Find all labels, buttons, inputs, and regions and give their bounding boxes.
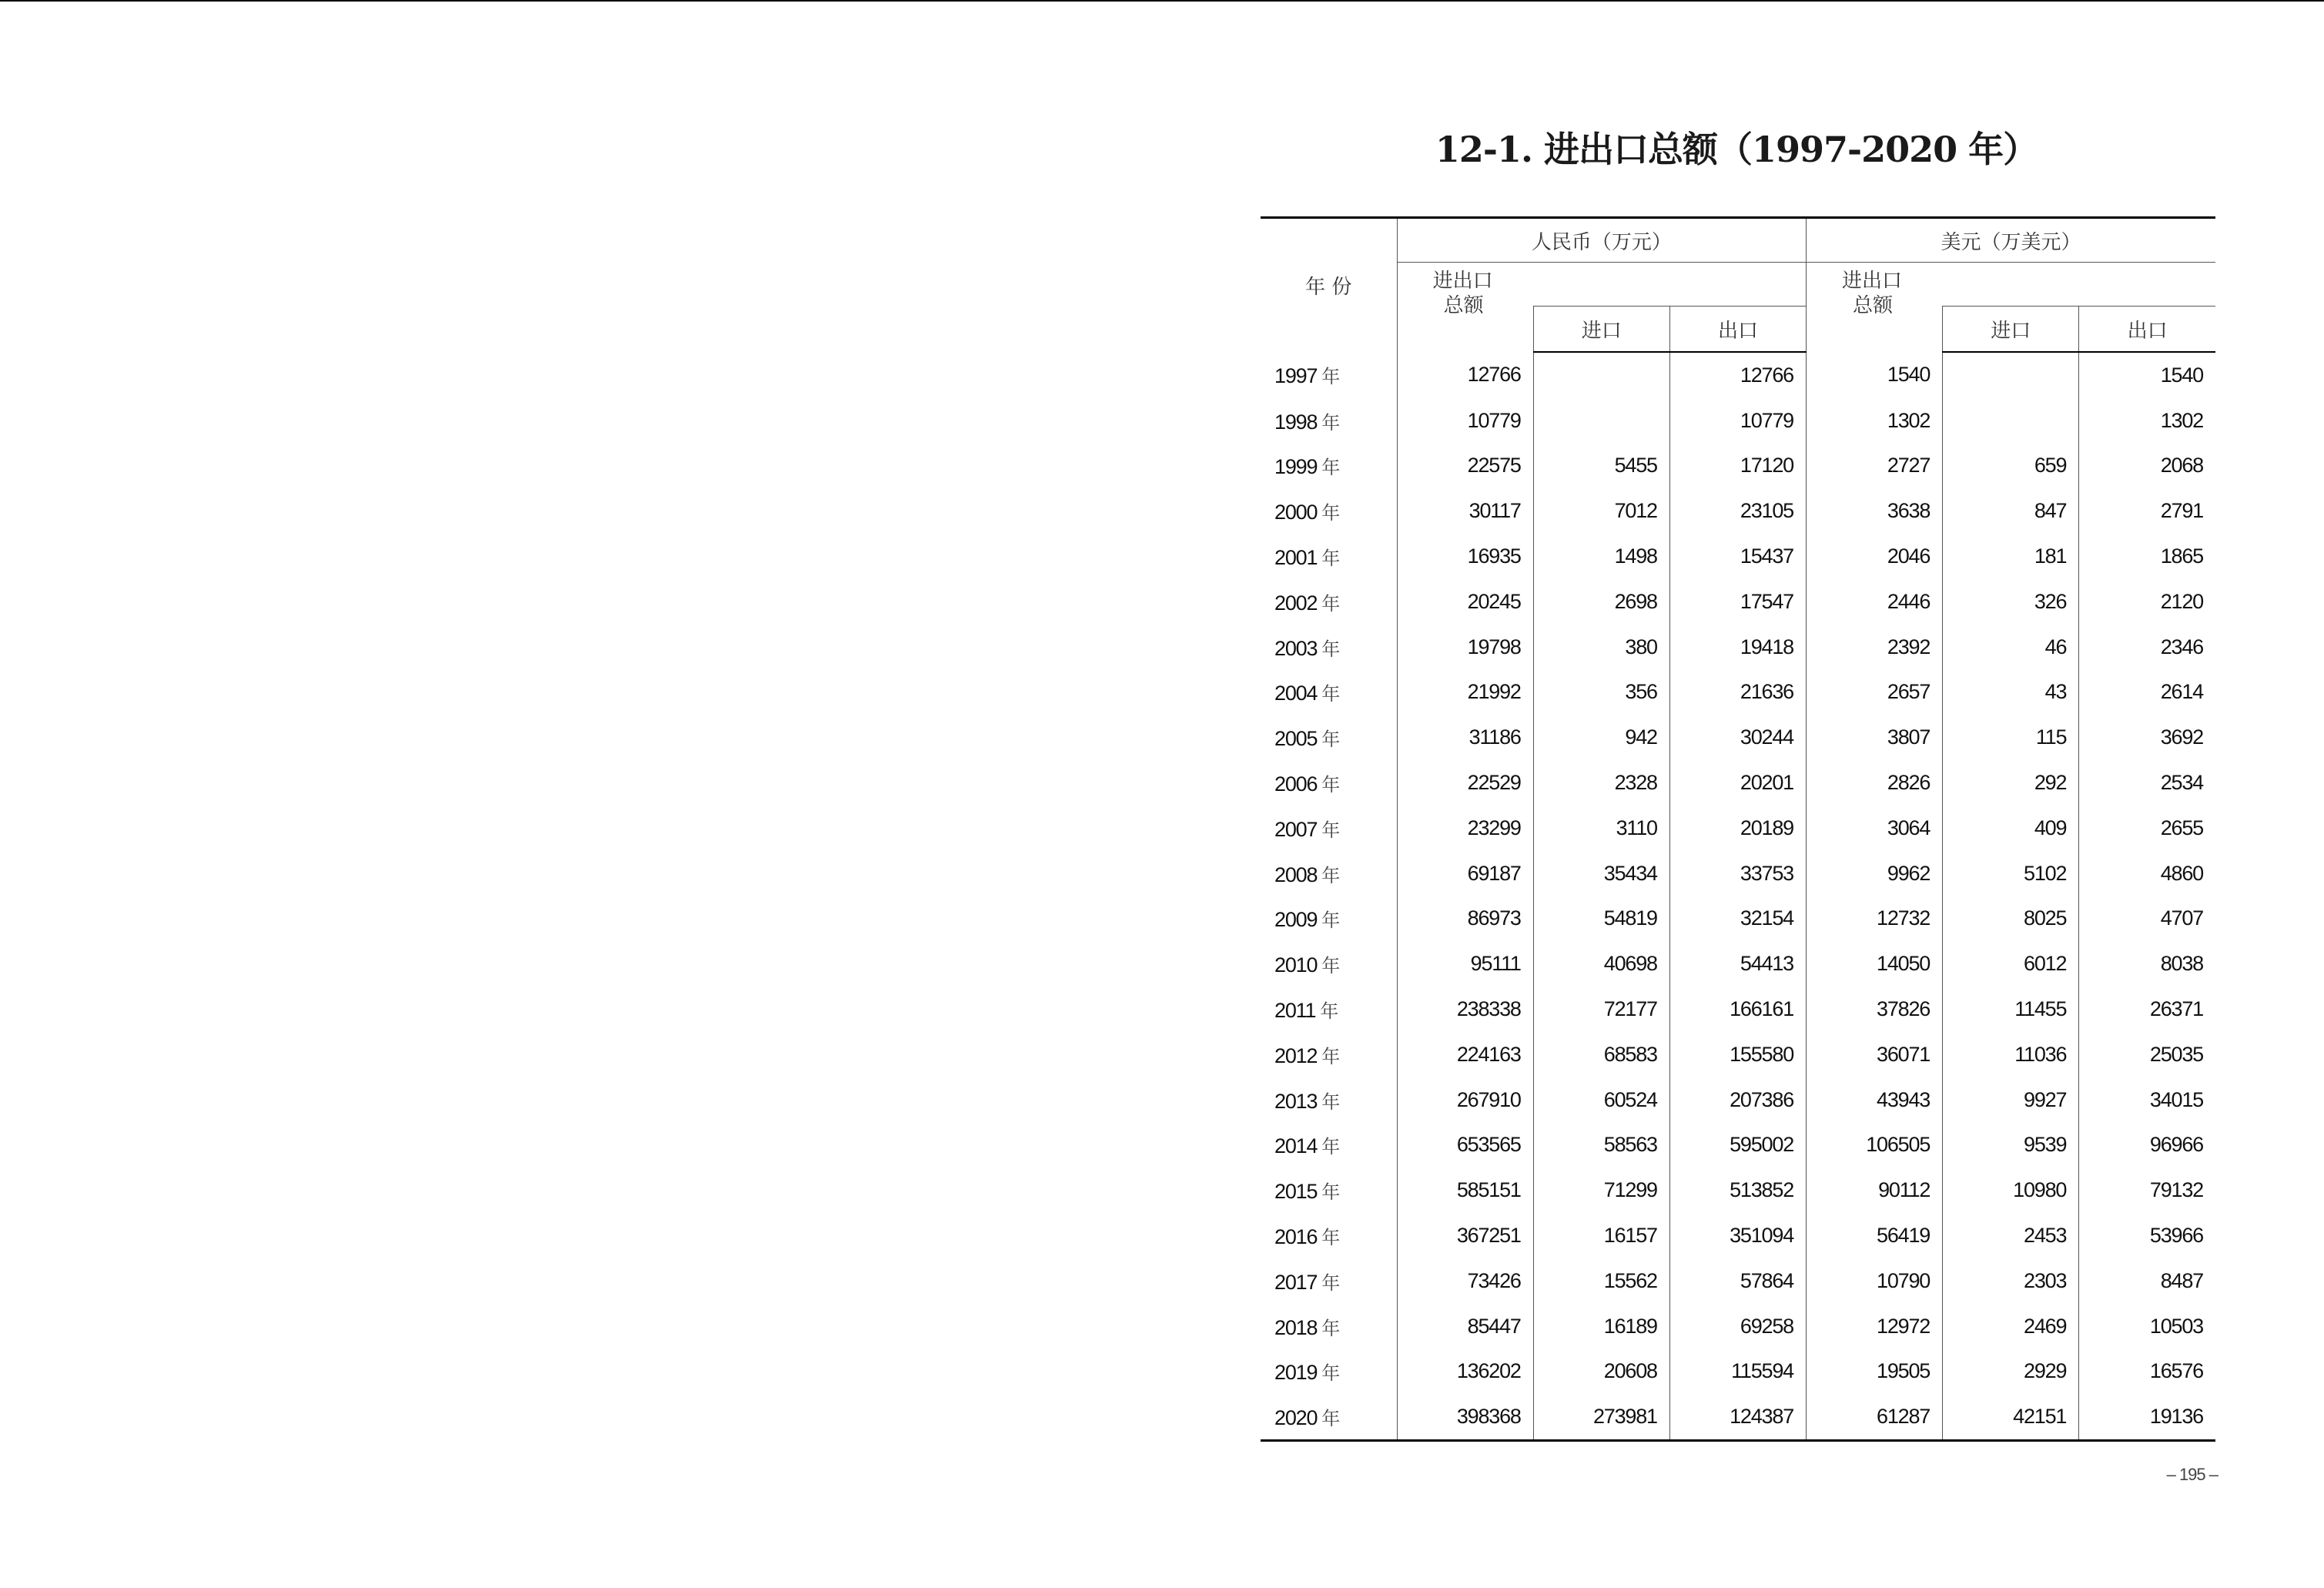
rmb-import-cell: 273981 bbox=[1533, 1394, 1669, 1440]
usd-total-cell: 56419 bbox=[1807, 1213, 1943, 1258]
usd-export-cell: 8487 bbox=[2079, 1258, 2215, 1304]
usd-sub-spacer bbox=[1943, 263, 2215, 307]
year-value: 2011 bbox=[1274, 999, 1316, 1023]
rmb-total-cell: 653565 bbox=[1397, 1123, 1533, 1168]
rmb-export-cell: 17120 bbox=[1669, 444, 1806, 489]
usd-export-cell: 2068 bbox=[2079, 444, 2215, 489]
table-row bbox=[1261, 1394, 2215, 1440]
rmb-export-cell: 155580 bbox=[1669, 1032, 1806, 1077]
year-cell bbox=[1261, 444, 1397, 489]
rmb-total-cell: 12766 bbox=[1397, 352, 1533, 398]
year-suffix: 年 bbox=[1321, 1362, 1341, 1385]
table-header bbox=[1261, 218, 2215, 353]
table-row bbox=[1261, 715, 2215, 760]
rmb-total-cell: 21992 bbox=[1397, 670, 1533, 715]
year-suffix: 年 bbox=[1321, 864, 1341, 886]
table-row bbox=[1261, 352, 2215, 398]
usd-export-cell: 53966 bbox=[2079, 1213, 2215, 1258]
year-suffix: 年 bbox=[1321, 411, 1341, 434]
usd-total-cell: 3638 bbox=[1807, 488, 1943, 534]
year-value: 2015 bbox=[1274, 1180, 1318, 1204]
usd-import-cell: 409 bbox=[1943, 806, 2079, 851]
year-suffix: 年 bbox=[1321, 1271, 1341, 1294]
usd-export-cell: 25035 bbox=[2079, 1032, 2215, 1077]
rmb-import-cell: 3110 bbox=[1533, 806, 1669, 851]
rmb-sub-spacer bbox=[1533, 263, 1806, 307]
year-suffix: 年 bbox=[1321, 638, 1341, 660]
rmb-total-cell: 398368 bbox=[1397, 1394, 1533, 1440]
usd-export-cell: 79132 bbox=[2079, 1168, 2215, 1213]
rmb-import-cell: 54819 bbox=[1533, 896, 1669, 942]
usd-import-cell: 9927 bbox=[1943, 1077, 2079, 1123]
year-cell bbox=[1261, 760, 1397, 806]
table-row bbox=[1261, 625, 2215, 670]
table-row bbox=[1261, 1213, 2215, 1258]
rmb-import-cell: 20608 bbox=[1533, 1349, 1669, 1395]
rmb-total-cell: 22529 bbox=[1397, 760, 1533, 806]
rmb-export-cell: 207386 bbox=[1669, 1077, 1806, 1123]
usd-import-cell: 46 bbox=[1943, 625, 2079, 670]
rmb-total-cell: 16935 bbox=[1397, 534, 1533, 579]
usd-import-cell: 9539 bbox=[1943, 1123, 2079, 1168]
year-value: 2009 bbox=[1274, 908, 1318, 932]
year-cell bbox=[1261, 534, 1397, 579]
year-cell bbox=[1261, 1394, 1397, 1440]
year-suffix: 年 bbox=[1321, 1045, 1341, 1067]
rmb-export-cell: 30244 bbox=[1669, 715, 1806, 760]
rmb-import-cell: 2698 bbox=[1533, 579, 1669, 625]
usd-export-cell: 10503 bbox=[2079, 1304, 2215, 1349]
year-value: 1997 bbox=[1274, 364, 1318, 388]
rmb-export-cell: 15437 bbox=[1669, 534, 1806, 579]
usd-import-cell: 11036 bbox=[1943, 1032, 2079, 1077]
table-row bbox=[1261, 987, 2215, 1032]
rmb-import-cell: 16157 bbox=[1533, 1213, 1669, 1258]
rmb-export-cell: 23105 bbox=[1669, 488, 1806, 534]
usd-import-cell: 43 bbox=[1943, 670, 2079, 715]
usd-total-header-line2: 总额 bbox=[1853, 294, 1894, 317]
rmb-export-cell: 69258 bbox=[1669, 1304, 1806, 1349]
rmb-export-cell: 115594 bbox=[1669, 1349, 1806, 1395]
table-row bbox=[1261, 1032, 2215, 1077]
table-row bbox=[1261, 1168, 2215, 1213]
rmb-import-cell: 60524 bbox=[1533, 1077, 1669, 1123]
usd-total-cell: 2446 bbox=[1807, 579, 1943, 625]
year-suffix: 年 bbox=[1321, 1136, 1341, 1158]
usd-import-cell bbox=[1943, 352, 2079, 398]
rmb-export-cell: 21636 bbox=[1669, 670, 1806, 715]
usd-import-cell: 659 bbox=[1943, 444, 2079, 489]
usd-export-cell: 2614 bbox=[2079, 670, 2215, 715]
rmb-export-cell: 33753 bbox=[1669, 851, 1806, 896]
table-title: 12-1. 进出口总额（1997-2020 年） bbox=[1435, 129, 2038, 170]
rmb-total-cell: 136202 bbox=[1397, 1349, 1533, 1395]
rmb-export-cell: 12766 bbox=[1669, 352, 1806, 398]
year-cell bbox=[1261, 398, 1397, 444]
rmb-export-cell: 17547 bbox=[1669, 579, 1806, 625]
usd-export-cell: 2655 bbox=[2079, 806, 2215, 851]
year-cell bbox=[1261, 1213, 1397, 1258]
year-value: 2007 bbox=[1274, 817, 1318, 841]
year-value: 2017 bbox=[1274, 1270, 1318, 1294]
usd-import-cell: 8025 bbox=[1943, 896, 2079, 942]
rmb-total-cell: 86973 bbox=[1397, 896, 1533, 942]
rmb-import-cell: 2328 bbox=[1533, 760, 1669, 806]
table-row bbox=[1261, 1077, 2215, 1123]
usd-total-cell: 2826 bbox=[1807, 760, 1943, 806]
usd-total-cell: 1302 bbox=[1807, 398, 1943, 444]
year-value: 2005 bbox=[1274, 727, 1318, 751]
usd-total-cell: 19505 bbox=[1807, 1349, 1943, 1395]
usd-export-cell: 1302 bbox=[2079, 398, 2215, 444]
usd-total-cell: 2727 bbox=[1807, 444, 1943, 489]
table-row bbox=[1261, 579, 2215, 625]
usd-total-cell: 90112 bbox=[1807, 1168, 1943, 1213]
rmb-export-cell: 351094 bbox=[1669, 1213, 1806, 1258]
rmb-total-cell: 19798 bbox=[1397, 625, 1533, 670]
usd-export-header: 出口 bbox=[2079, 307, 2215, 353]
usd-total-cell: 37826 bbox=[1807, 987, 1943, 1032]
usd-group-header: 美元（万美元） bbox=[1807, 218, 2215, 263]
usd-export-cell: 26371 bbox=[2079, 987, 2215, 1032]
rmb-export-cell: 54413 bbox=[1669, 941, 1806, 987]
year-value: 2004 bbox=[1274, 682, 1318, 705]
year-value: 2006 bbox=[1274, 772, 1318, 796]
year-suffix: 年 bbox=[1321, 1181, 1341, 1204]
trade-table bbox=[1261, 216, 2215, 1442]
usd-import-cell: 2469 bbox=[1943, 1304, 2079, 1349]
rmb-export-cell: 20189 bbox=[1669, 806, 1806, 851]
rmb-total-cell: 20245 bbox=[1397, 579, 1533, 625]
rmb-export-cell: 19418 bbox=[1669, 625, 1806, 670]
rmb-import-cell: 40698 bbox=[1533, 941, 1669, 987]
rmb-import-header: 进口 bbox=[1533, 307, 1669, 353]
year-suffix: 年 bbox=[1321, 1227, 1341, 1249]
year-suffix: 年 bbox=[1321, 502, 1341, 524]
rmb-import-cell: 16189 bbox=[1533, 1304, 1669, 1349]
usd-total-cell: 61287 bbox=[1807, 1394, 1943, 1440]
usd-export-cell: 2791 bbox=[2079, 488, 2215, 534]
usd-total-cell: 2392 bbox=[1807, 625, 1943, 670]
usd-total-cell: 3807 bbox=[1807, 715, 1943, 760]
usd-total-cell: 3064 bbox=[1807, 806, 1943, 851]
usd-import-cell: 847 bbox=[1943, 488, 2079, 534]
year-value: 2016 bbox=[1274, 1225, 1318, 1249]
usd-total-cell: 1540 bbox=[1807, 352, 1943, 398]
year-suffix: 年 bbox=[1321, 457, 1341, 479]
usd-total-cell: 14050 bbox=[1807, 941, 1943, 987]
table-row bbox=[1261, 398, 2215, 444]
year-suffix: 年 bbox=[1321, 729, 1341, 751]
usd-import-cell: 115 bbox=[1943, 715, 2079, 760]
rmb-import-cell: 35434 bbox=[1533, 851, 1669, 896]
year-value: 2001 bbox=[1274, 546, 1318, 570]
usd-total-cell: 43943 bbox=[1807, 1077, 1943, 1123]
rmb-total-cell: 267910 bbox=[1397, 1077, 1533, 1123]
rmb-import-cell: 71299 bbox=[1533, 1168, 1669, 1213]
rmb-import-cell bbox=[1533, 398, 1669, 444]
rmb-import-cell: 942 bbox=[1533, 715, 1669, 760]
usd-total-header bbox=[1807, 263, 1943, 353]
year-suffix: 年 bbox=[1321, 366, 1341, 388]
rmb-total-cell: 224163 bbox=[1397, 1032, 1533, 1077]
rmb-total-cell: 95111 bbox=[1397, 941, 1533, 987]
year-cell bbox=[1261, 1077, 1397, 1123]
table-row bbox=[1261, 670, 2215, 715]
usd-export-cell: 4707 bbox=[2079, 896, 2215, 942]
usd-export-cell: 3692 bbox=[2079, 715, 2215, 760]
rmb-import-cell: 1498 bbox=[1533, 534, 1669, 579]
table-row bbox=[1261, 1304, 2215, 1349]
table-row bbox=[1261, 896, 2215, 942]
rmb-total-cell: 367251 bbox=[1397, 1213, 1533, 1258]
table-row bbox=[1261, 1349, 2215, 1395]
rmb-import-cell: 5455 bbox=[1533, 444, 1669, 489]
rmb-export-cell: 10779 bbox=[1669, 398, 1806, 444]
usd-export-cell: 2534 bbox=[2079, 760, 2215, 806]
year-value: 1999 bbox=[1274, 455, 1318, 479]
usd-import-cell: 326 bbox=[1943, 579, 2079, 625]
year-suffix: 年 bbox=[1321, 592, 1341, 615]
usd-import-header: 进口 bbox=[1943, 307, 2079, 353]
rmb-export-cell: 32154 bbox=[1669, 896, 1806, 942]
rmb-export-cell: 595002 bbox=[1669, 1123, 1806, 1168]
table-row bbox=[1261, 806, 2215, 851]
year-value: 1998 bbox=[1274, 410, 1318, 434]
year-suffix: 年 bbox=[1321, 774, 1341, 796]
rmb-import-cell: 7012 bbox=[1533, 488, 1669, 534]
rmb-export-header: 出口 bbox=[1669, 307, 1806, 353]
year-suffix: 年 bbox=[1321, 683, 1341, 705]
year-cell bbox=[1261, 1349, 1397, 1395]
usd-import-cell: 2303 bbox=[1943, 1258, 2079, 1304]
usd-total-cell: 2657 bbox=[1807, 670, 1943, 715]
rmb-import-cell bbox=[1533, 352, 1669, 398]
year-cell bbox=[1261, 1258, 1397, 1304]
rmb-total-cell: 30117 bbox=[1397, 488, 1533, 534]
table-row bbox=[1261, 1123, 2215, 1168]
year-value: 2003 bbox=[1274, 636, 1318, 660]
rmb-total-cell: 85447 bbox=[1397, 1304, 1533, 1349]
usd-import-cell: 11455 bbox=[1943, 987, 2079, 1032]
year-cell bbox=[1261, 488, 1397, 534]
rmb-total-cell: 69187 bbox=[1397, 851, 1533, 896]
rmb-total-header bbox=[1397, 263, 1533, 353]
year-suffix: 年 bbox=[1321, 819, 1341, 841]
year-cell bbox=[1261, 1304, 1397, 1349]
year-suffix: 年 bbox=[1321, 1090, 1341, 1113]
usd-total-cell: 10790 bbox=[1807, 1258, 1943, 1304]
rmb-total-cell: 22575 bbox=[1397, 444, 1533, 489]
usd-total-cell: 12732 bbox=[1807, 896, 1943, 942]
year-header: 年 份 bbox=[1305, 276, 1352, 299]
usd-export-cell: 34015 bbox=[2079, 1077, 2215, 1123]
table-row bbox=[1261, 760, 2215, 806]
year-suffix: 年 bbox=[1321, 1317, 1341, 1339]
table-row bbox=[1261, 444, 2215, 489]
usd-total-cell: 12972 bbox=[1807, 1304, 1943, 1349]
rmb-total-header-line2: 总额 bbox=[1443, 294, 1484, 317]
usd-export-cell: 16576 bbox=[2079, 1349, 2215, 1395]
year-cell bbox=[1261, 987, 1397, 1032]
rmb-import-cell: 58563 bbox=[1533, 1123, 1669, 1168]
usd-import-cell: 292 bbox=[1943, 760, 2079, 806]
year-suffix: 年 bbox=[1321, 548, 1341, 570]
table-row bbox=[1261, 488, 2215, 534]
rmb-total-header-line1: 进出口 bbox=[1432, 270, 1493, 293]
rmb-import-cell: 356 bbox=[1533, 670, 1669, 715]
usd-export-cell: 19136 bbox=[2079, 1394, 2215, 1440]
year-value: 2018 bbox=[1274, 1315, 1318, 1339]
year-cell bbox=[1261, 579, 1397, 625]
year-cell bbox=[1261, 1123, 1397, 1168]
usd-total-cell: 106505 bbox=[1807, 1123, 1943, 1168]
year-cell bbox=[1261, 851, 1397, 896]
rmb-group-header: 人民币（万元） bbox=[1397, 218, 1806, 263]
rmb-total-cell: 23299 bbox=[1397, 806, 1533, 851]
usd-total-cell: 36071 bbox=[1807, 1032, 1943, 1077]
year-cell bbox=[1261, 941, 1397, 987]
year-cell bbox=[1261, 352, 1397, 398]
year-suffix: 年 bbox=[1320, 1000, 1339, 1023]
usd-import-cell: 181 bbox=[1943, 534, 2079, 579]
usd-export-cell: 4860 bbox=[2079, 851, 2215, 896]
year-suffix: 年 bbox=[1321, 910, 1341, 932]
rmb-import-cell: 15562 bbox=[1533, 1258, 1669, 1304]
year-value: 2008 bbox=[1274, 863, 1318, 886]
year-cell bbox=[1261, 1032, 1397, 1077]
year-suffix: 年 bbox=[1321, 1408, 1341, 1430]
rmb-import-cell: 68583 bbox=[1533, 1032, 1669, 1077]
year-value: 2020 bbox=[1274, 1406, 1318, 1430]
page-top-border bbox=[0, 0, 2324, 2]
usd-import-cell: 5102 bbox=[1943, 851, 2079, 896]
table-row bbox=[1261, 1258, 2215, 1304]
rmb-export-cell: 57864 bbox=[1669, 1258, 1806, 1304]
usd-export-cell: 2120 bbox=[2079, 579, 2215, 625]
page-number: – 195 – bbox=[2166, 1465, 2218, 1484]
rmb-total-cell: 31186 bbox=[1397, 715, 1533, 760]
table-row bbox=[1261, 851, 2215, 896]
rmb-export-cell: 513852 bbox=[1669, 1168, 1806, 1213]
rmb-total-cell: 73426 bbox=[1397, 1258, 1533, 1304]
year-value: 2000 bbox=[1274, 501, 1318, 524]
usd-import-cell: 10980 bbox=[1943, 1168, 2079, 1213]
year-suffix: 年 bbox=[1321, 955, 1341, 977]
usd-import-cell bbox=[1943, 398, 2079, 444]
rmb-total-cell: 10779 bbox=[1397, 398, 1533, 444]
table-row bbox=[1261, 941, 2215, 987]
usd-import-cell: 6012 bbox=[1943, 941, 2079, 987]
year-cell bbox=[1261, 1168, 1397, 1213]
year-value: 2010 bbox=[1274, 953, 1318, 977]
year-cell bbox=[1261, 670, 1397, 715]
usd-export-cell: 1540 bbox=[2079, 352, 2215, 398]
rmb-import-cell: 72177 bbox=[1533, 987, 1669, 1032]
year-value: 2013 bbox=[1274, 1089, 1318, 1113]
year-cell bbox=[1261, 715, 1397, 760]
year-value: 2012 bbox=[1274, 1044, 1318, 1067]
table-row bbox=[1261, 534, 2215, 579]
year-value: 2019 bbox=[1274, 1361, 1318, 1385]
table-body bbox=[1261, 352, 2215, 1441]
year-cell bbox=[1261, 896, 1397, 942]
year-value: 2002 bbox=[1274, 591, 1318, 615]
usd-total-cell: 9962 bbox=[1807, 851, 1943, 896]
year-cell bbox=[1261, 625, 1397, 670]
rmb-export-cell: 20201 bbox=[1669, 760, 1806, 806]
rmb-export-cell: 166161 bbox=[1669, 987, 1806, 1032]
year-cell bbox=[1261, 806, 1397, 851]
usd-import-cell: 2453 bbox=[1943, 1213, 2079, 1258]
usd-total-header-line1: 进出口 bbox=[1842, 270, 1903, 293]
rmb-total-cell: 585151 bbox=[1397, 1168, 1533, 1213]
usd-import-cell: 42151 bbox=[1943, 1394, 2079, 1440]
year-value: 2014 bbox=[1274, 1134, 1318, 1158]
usd-import-cell: 2929 bbox=[1943, 1349, 2079, 1395]
usd-export-cell: 2346 bbox=[2079, 625, 2215, 670]
usd-total-cell: 2046 bbox=[1807, 534, 1943, 579]
rmb-import-cell: 380 bbox=[1533, 625, 1669, 670]
rmb-export-cell: 124387 bbox=[1669, 1394, 1806, 1440]
usd-export-cell: 96966 bbox=[2079, 1123, 2215, 1168]
rmb-total-cell: 238338 bbox=[1397, 987, 1533, 1032]
usd-export-cell: 8038 bbox=[2079, 941, 2215, 987]
usd-export-cell: 1865 bbox=[2079, 534, 2215, 579]
